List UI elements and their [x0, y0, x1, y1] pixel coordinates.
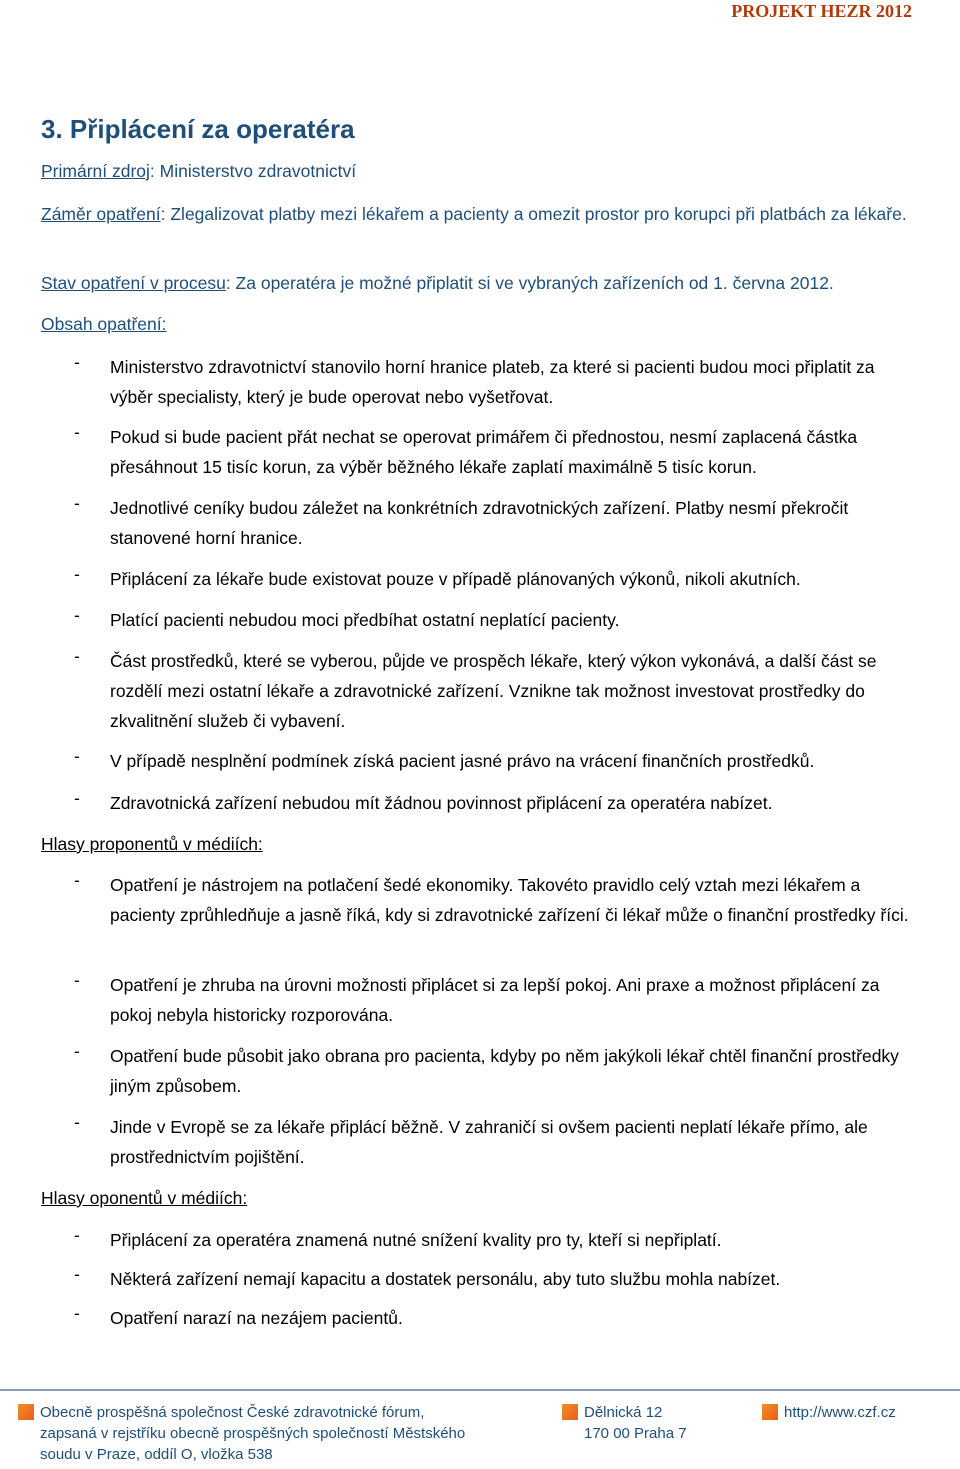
list-item-text: Opatření je nástrojem na potlačení šedé ekonomiky. Takovéto pravidlo celý vztah mezi lékařem a pacienty zprůhledňuje a jasně říká, kdy si zdravotnické zařízení či lékař může o finanční prostředky říci. — [110, 875, 909, 925]
list-item-text: Pokud si bude pacient přát nechat se operovat primářem či přednostou, nesmí zaplacená částka přesáhnout 15 tisíc korun, za výběr běžného lékaře zaplatí maximálně 5 tisíc korun. — [110, 427, 858, 477]
opponents-heading — [41, 1187, 247, 1209]
list-item-text: V případě nesplnění podmínek získá pacient jasné právo na vrácení finančních prostředků. — [110, 751, 815, 771]
list-item-text: Část prostředků, které se vyberou, půjde ve prospěch lékaře, který výkon vykonává, a další část se rozdělí mezi ostatní lékaře a zdravotnické zařízení. Vznikne tak možnost investovat prostředky do zkvalitnění služeb či vybavení. — [110, 651, 877, 731]
list-item-text: Opatření bude působit jako obrana pro pacienta, kdyby po něm jakýkoli lékař chtěl finanční prostředky jiným způsobem. — [110, 1046, 899, 1096]
list-item-text: Platící pacienti nebudou moci předbíhat ostatní neplatící pacienty. — [110, 610, 620, 630]
project-header: PROJEKT HEZR 2012 — [731, 1, 912, 21]
proponents-heading — [41, 833, 263, 855]
footer-organization — [18, 1402, 538, 1465]
status — [41, 272, 834, 294]
intent-label: Záměr opatření — [41, 204, 161, 224]
list-item-text: Opatření narazí na nezájem pacientů. — [110, 1308, 403, 1328]
status-label: Stav opatření v procesu — [41, 273, 226, 293]
list-item-text: Jinde v Evropě se za lékaře připlácí běžně. V zahraničí si ovšem pacienti neplatí lékaře přímo, ale prostřednictvím pojištění. — [110, 1117, 868, 1167]
proponents-label: Hlasy proponentů v médiích: — [41, 834, 263, 854]
primary-source-label: Primární zdroj — [41, 161, 150, 181]
intent — [41, 199, 912, 229]
content-heading — [41, 313, 167, 335]
list-item-text: Ministerstvo zdravotnictví stanovilo horní hranice plateb, za které si pacienti budou moci připlatit za výběr specialisty, který je bude operovat nebo vyšetřovat. — [110, 357, 875, 407]
footer-address — [562, 1402, 742, 1444]
footer-web — [762, 1402, 942, 1423]
footer-org-line3: soudu v Praze, oddíl O, vložka 538 — [40, 1446, 273, 1463]
footer-org-line1: Obecně prospěšná společnost České zdravotnické fórum, — [40, 1404, 425, 1421]
intent-value: : Zlegalizovat platby mezi lékařem a pacienty a omezit prostor pro korupci při platbách za lékaře. — [160, 204, 907, 224]
list-item-text: Připlácení za lékaře bude existovat pouze v případě plánovaných výkonů, nikoli akutních. — [110, 569, 801, 589]
section-title: 3. Připlácení za operatéra — [41, 114, 355, 144]
footer-divider — [0, 1389, 960, 1391]
footer-address-line2: 170 00 Praha 7 — [584, 1425, 687, 1442]
list-item-text: Připlácení za operatéra znamená nutné snížení kvality pro ty, kteří si nepřiplatí. — [110, 1230, 722, 1250]
primary-source — [41, 160, 356, 182]
square-bullet-icon — [18, 1404, 34, 1420]
footer-org-line2: zapsaná v rejstříku obecně prospěšných společností Městského — [40, 1425, 466, 1442]
square-bullet-icon — [562, 1404, 578, 1420]
list-item-text: Jednotlivé ceníky budou záležet na konkrétních zdravotnických zařízení. Platby nesmí překročit stanovené horní hranice. — [110, 498, 849, 548]
footer-address-line1: Dělnická 12 — [584, 1404, 663, 1421]
list-item-text: Některá zařízení nemají kapacitu a dostatek personálu, aby tuto službu mohla nabízet. — [110, 1269, 781, 1289]
status-value: : Za operatéra je možné připlatit si ve vybraných zařízeních od 1. června 2012. — [225, 273, 834, 293]
footer-web-link[interactable]: http://www.czf.cz — [784, 1404, 896, 1421]
content-label: Obsah opatření: — [41, 314, 167, 334]
opponents-label: Hlasy oponentů v médiích: — [41, 1188, 248, 1208]
list-item-text: Opatření je zhruba na úrovni možnosti připlácet si za lepší pokoj. Ani praxe a možnost připlácení za pokoj nebyla historicky rozporována. — [110, 975, 880, 1025]
primary-source-value: : Ministerstvo zdravotnictví — [149, 161, 357, 181]
list-item-text: Zdravotnická zařízení nebudou mít žádnou povinnost připlácení za operatéra nabízet. — [110, 793, 773, 813]
square-bullet-icon — [762, 1404, 778, 1420]
